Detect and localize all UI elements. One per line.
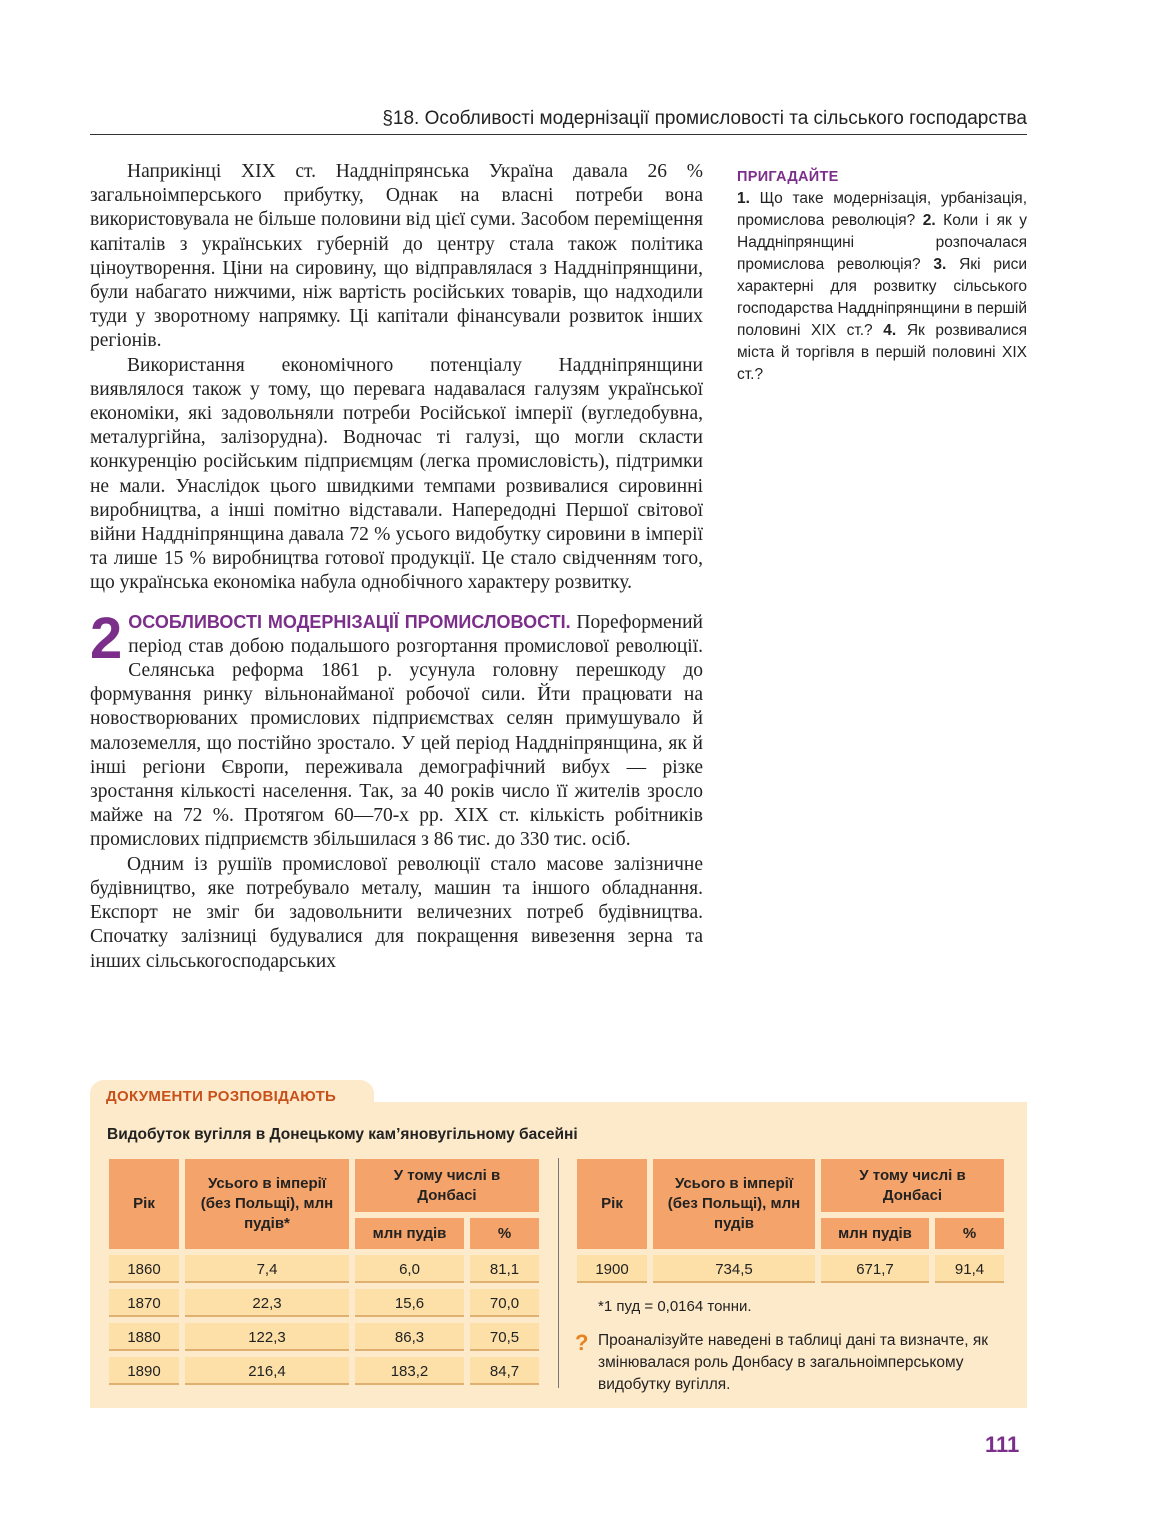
left-cell-year: 1860 — [106, 1252, 182, 1286]
left-cell-year: 1890 — [106, 1354, 182, 1388]
header-title: §18. Особливості модернізації промисловості та сільського господарства — [382, 108, 1027, 129]
recall-q3: Які риси характерні для розвитку сільського господарства Наддніпрянщини в першій половині XIX ст.? — [737, 256, 1028, 339]
recall-questions — [737, 188, 1027, 386]
page-number: 111 — [985, 1432, 1020, 1457]
left-header-mln: млн пудів — [352, 1215, 467, 1252]
recall-box — [737, 166, 1027, 386]
recall-q4-number: 4. — [883, 322, 897, 339]
paragraph-2: Використання економічного потенціалу Наддніпрянщини виявлялося також у тому, що перевага надавалася галузям української економіки, які задовольняли потреби Російської імперії (вугледобувна, металургійна, залізорудна). Водночас ті галузі, що могли скласти конкуренцію російським підприємцям (легка промисловість), підтримки не мали. Унаслідок цього швидкими темпами розвивалися сировинні виробництва, а інші помітно відставали. Напередодні Першої світової війни Наддніпрянщина давала 72 % усього видобутку сировини в імперії та лише 15 % виробництва готової продукції. Це стало свідченням того, що українська економіка набула однобічного характеру розвитку. — [90, 354, 703, 594]
task-question: Проаналізуйте наведені в таблиці дані та визначте, як змінювалася роль Донбасу в загальноімперському видобутку вугілля. — [598, 1332, 989, 1393]
recall-q1: Що таке модернізація, урбанізація, промислова революція? — [737, 190, 1027, 229]
table-divider — [558, 1158, 559, 1388]
left-header-pct: % — [467, 1215, 542, 1252]
left-cell-pct: 70,5 — [467, 1320, 542, 1354]
main-text — [90, 160, 703, 974]
right-header-total: Усього в імперії (без Польщі), млн пудів — [650, 1156, 818, 1252]
left-cell-total: 216,4 — [182, 1354, 352, 1388]
left-cell-pct: 70,0 — [467, 1286, 542, 1320]
left-cell-total: 122,3 — [182, 1320, 352, 1354]
table-title: Видобуток вугілля в Донецькому кам’яновугільному басейні — [107, 1126, 578, 1143]
left-cell-year: 1870 — [106, 1286, 182, 1320]
right-header-year: Рік — [574, 1156, 650, 1252]
left-cell-year: 1880 — [106, 1320, 182, 1354]
recall-q2-number: 2. — [922, 212, 936, 229]
left-cell-pct: 81,1 — [467, 1252, 542, 1286]
left-cell-mln: 15,6 — [352, 1286, 467, 1320]
right-cell-mln: 671,7 — [818, 1252, 932, 1286]
paragraph-1: Наприкінці XIX ст. Наддніпрянська Україна давала 26 % загальноімперського прибутку, Однак на власні потреби вона використовувала не більше половини від цієї суми. Засобом переміщення капіталів з українських губерній до центру стала також політика ціноутворення. Ціни на сировину, що відправлялася з Наддніпрянщини, були набагато нижчими, ніж вартість російських товарів, що надходили туди у зворотному напрямку. Ці капітали фінансували розвиток інших регіонів. — [90, 161, 703, 352]
left-cell-mln: 6,0 — [352, 1252, 467, 1286]
recall-q2: Коли і як у Наддніпрянщині розпочалася промислова революція? — [737, 212, 1027, 273]
right-cell-total: 734,5 — [650, 1252, 818, 1286]
left-header-donbas: У тому числі в Донбасі — [352, 1156, 542, 1215]
right-cell-pct: 91,4 — [932, 1252, 1007, 1286]
left-cell-mln: 183,2 — [352, 1354, 467, 1388]
recall-q4: Як розвивалися міста й торгівля в першій половині XIX ст.? — [737, 322, 1027, 383]
left-cell-mln: 86,3 — [352, 1320, 467, 1354]
right-header-pct: % — [932, 1215, 1007, 1252]
right-header-donbas: У тому числі в Донбасі — [818, 1156, 1007, 1215]
left-cell-total: 7,4 — [182, 1252, 352, 1286]
right-cell-year: 1900 — [574, 1252, 650, 1286]
paragraph-4: Одним із рушіїв промислової революції стало масове залізничне будівництво, яке потребувало металу, машин та іншого обладнання. Експорт не зміг би задовольнити величезних потреб будівництва. Спочатку залізниці будувалися для покращення вивезення зерна та інших сільськогосподарських — [90, 853, 703, 972]
right-header-mln: млн пудів — [818, 1215, 932, 1252]
left-header-total: Усього в імперії (без Польщі), млн пудів* — [182, 1156, 352, 1252]
recall-title: ПРИГАДАЙТЕ — [737, 169, 839, 185]
left-cell-total: 22,3 — [182, 1286, 352, 1320]
page-header — [90, 106, 1027, 135]
section-paragraph — [90, 605, 703, 853]
section-title: ОСОБЛИВОСТІ МОДЕРНІЗАЦІЇ ПРОМИСЛОВОСТІ. — [128, 611, 571, 632]
left-header-year: Рік — [106, 1156, 182, 1252]
recall-q3-number: 3. — [933, 256, 947, 273]
left-cell-pct: 84,7 — [467, 1354, 542, 1388]
question-mark-icon: ? — [575, 1330, 589, 1355]
recall-q1-number: 1. — [737, 190, 750, 207]
section-number: 2 — [90, 605, 123, 671]
documents-tab: ДОКУМЕНТИ РОЗПОВІДАЮТЬ — [90, 1080, 374, 1114]
footnote: *1 пуд = 0,0164 тонни. — [598, 1298, 752, 1315]
paragraph-3: Пореформений період став добою подальшого розгортання промислової революції. Селянська реформа 1861 р. усунула головну перешкоду до формування ринку вільнонайманої робочої сили. Йти працювати на новостворюваних промислових підприємствах селян примушувало й малоземелля, що постійно зростало. У цей період Наддніпрянщина, як й інші регіони Європи, переживала демографічний вибух — різке зростання кількості населення. Так, за 40 років число її жителів зросло майже на 72 %. Протягом 60—70-х рр. XIX ст. кількість робітників промислових підприємств збільшилася з 86 тис. до 330 тис. осіб. — [90, 611, 703, 851]
